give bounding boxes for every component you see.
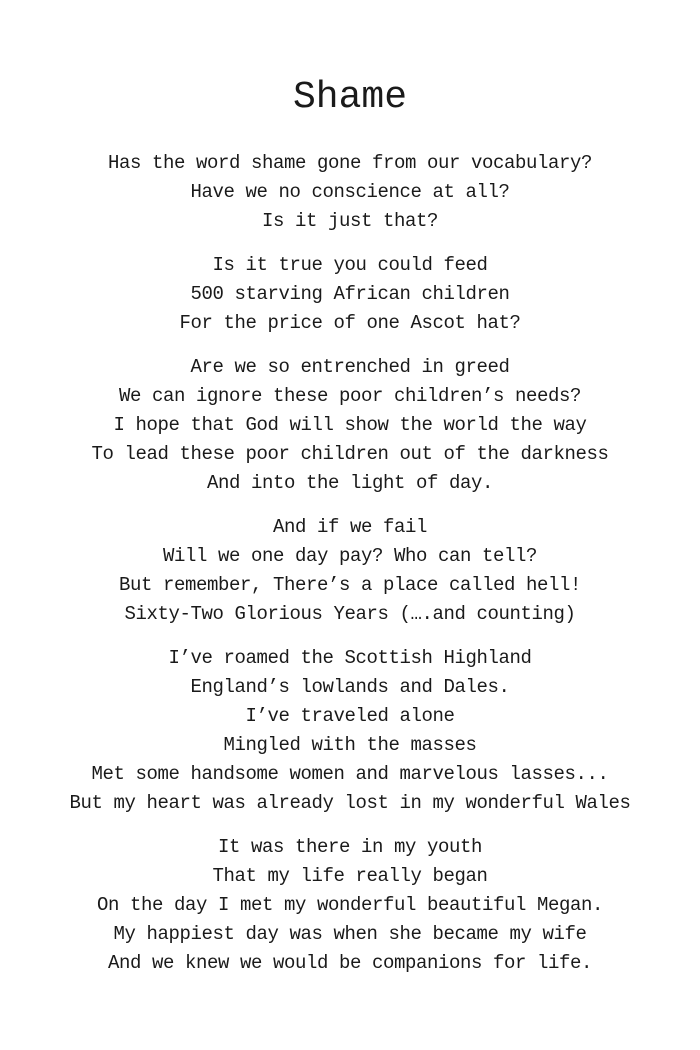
poem-line: And we knew we would be companions for life.	[107, 952, 593, 974]
poem-line: England’s lowlands and Dales.	[190, 676, 510, 698]
poem-body	[0, 149, 700, 993]
poem-line: We can ignore these poor children’s needs?	[118, 385, 582, 407]
poem-line: I hope that God will show the world the way	[113, 414, 587, 436]
poem-line: Have we no conscience at all?	[190, 181, 510, 203]
poem-line: To lead these poor children out of the darkness	[91, 443, 609, 465]
poem-line: Is it just that?	[261, 210, 439, 232]
stanza	[0, 644, 700, 818]
poem-line: Mingled with the masses	[223, 734, 477, 756]
poem-line: On the day I met my wonderful beautiful Megan.	[96, 894, 604, 916]
poem-line: Are we so entrenched in greed	[190, 356, 510, 378]
poem-line: And if we fail	[272, 516, 428, 538]
poem-line: I’ve traveled alone	[245, 705, 455, 727]
poem-line: Met some handsome women and marvelous lasses...	[91, 763, 609, 785]
poem-title: Shame	[292, 76, 408, 119]
stanza	[0, 149, 700, 236]
stanza	[0, 833, 700, 978]
poem-line: That my life really began	[212, 865, 488, 887]
stanza	[0, 251, 700, 338]
poem-line: My happiest day was when she became my wife	[113, 923, 587, 945]
poem-line: And into the light of day.	[206, 472, 494, 494]
poem-line: It was there in my youth	[217, 836, 483, 858]
poem-line: I’ve roamed the Scottish Highland	[168, 647, 532, 669]
stanza	[0, 513, 700, 629]
stanza	[0, 353, 700, 498]
poem-line: But remember, There’s a place called hell!	[118, 574, 582, 596]
poem-line: Is it true you could feed	[212, 254, 488, 276]
poem-line: Has the word shame gone from our vocabulary?	[107, 152, 593, 174]
poem-line: But my heart was already lost in my wonderful Wales	[69, 792, 631, 814]
poem-line: 500 starving African children	[190, 283, 510, 305]
poem-line: For the price of one Ascot hat?	[179, 312, 521, 334]
poem-line: Sixty-Two Glorious Years (….and counting)	[124, 603, 576, 625]
poem-line: Will we one day pay? Who can tell?	[162, 545, 538, 567]
